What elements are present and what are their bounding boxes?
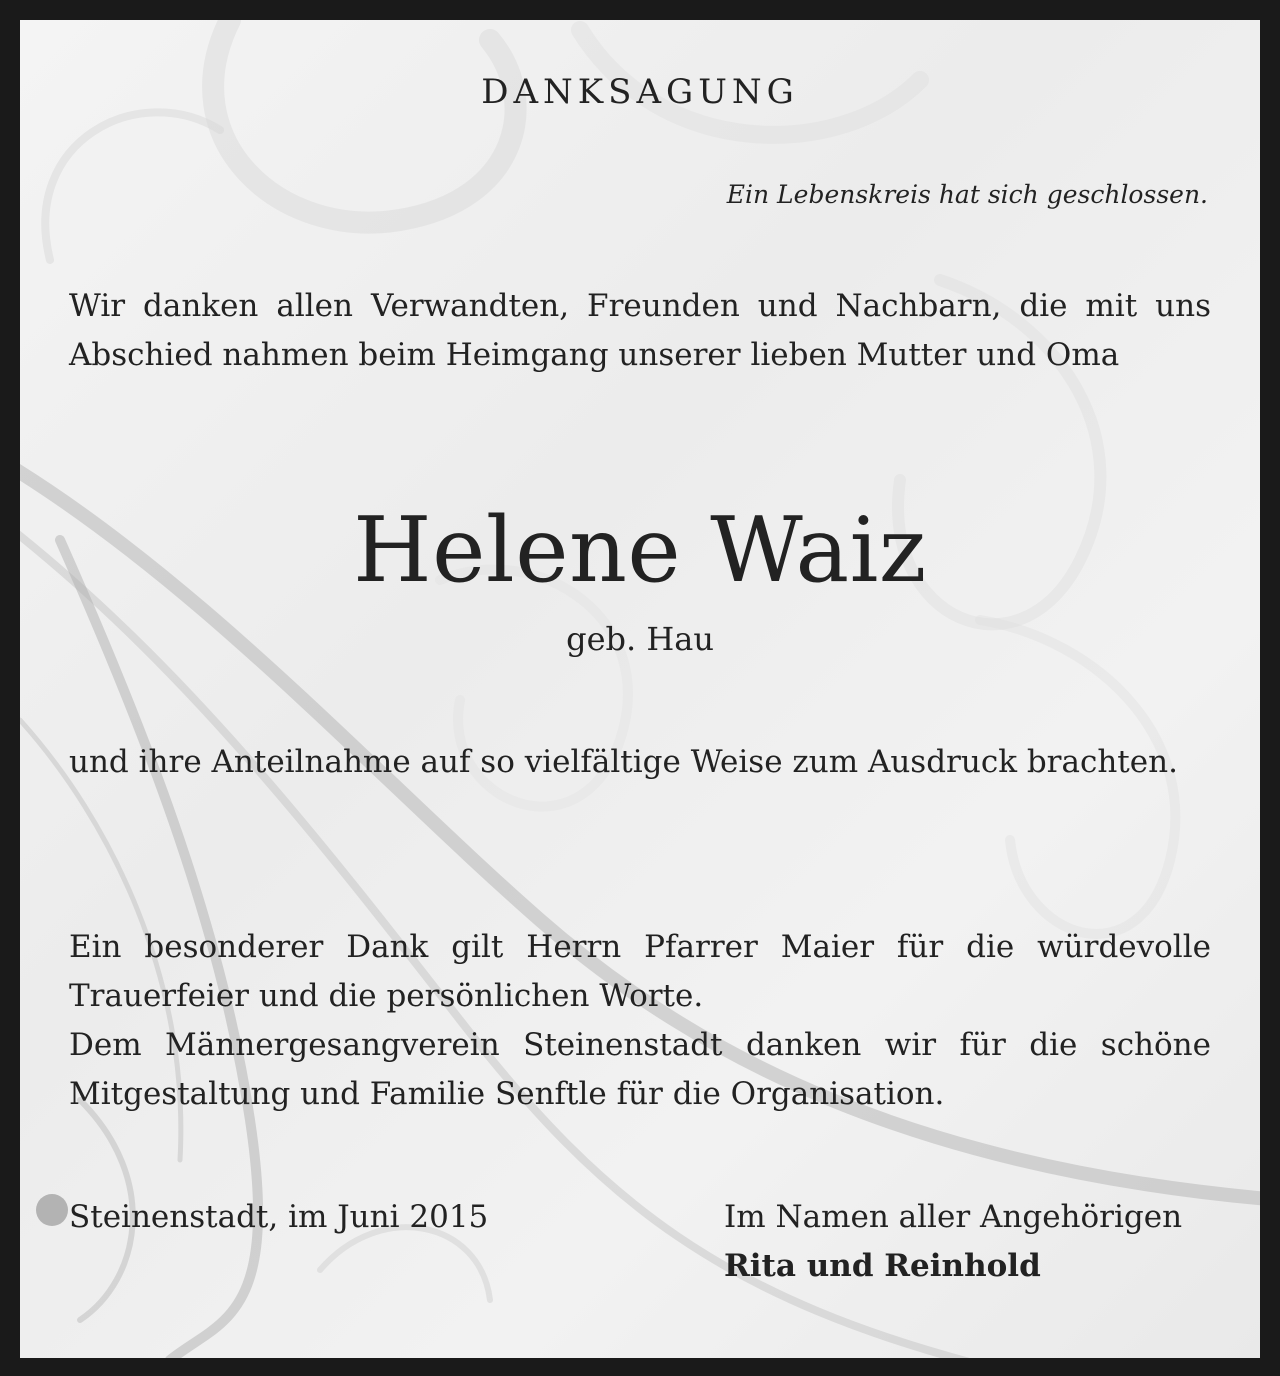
sympathy-paragraph: und ihre Anteilnahme auf so vielfältige Weise zum Ausdruck brachten.	[69, 744, 1178, 780]
place-date: Steinenstadt, im Juni 2015	[69, 1199, 489, 1235]
notice-card	[20, 20, 1260, 1358]
special-thanks-pastor: Ein besonderer Dank gilt Herrn Pfarrer Maier für die würdevolle Trauerfeier und die persönlichen Worte.	[69, 929, 1211, 1014]
deceased-name: Helene Waiz	[353, 498, 927, 603]
signoff	[724, 1193, 1182, 1291]
intro-paragraph: Wir danken allen Verwandten, Freunden und Nachbarn, die mit uns Abschied nahmen beim Heimgang unserer lieben Mutter und Oma	[69, 288, 1211, 373]
notice-heading: DANKSAGUNG	[481, 72, 799, 112]
swirl-ornament	[20, 20, 1260, 1358]
birth-name: geb. Hau	[566, 620, 714, 658]
notice-motto: Ein Lebenskreis hat sich geschlossen.	[726, 180, 1208, 209]
signoff-names: Rita und Reinhold	[724, 1248, 1041, 1284]
thanks-block	[69, 923, 1211, 1119]
signoff-line: Im Namen aller Angehörigen	[724, 1199, 1183, 1235]
special-thanks-choir: Dem Männergesangverein Steinenstadt danken wir für die schöne Mitgestaltung und Familie Senftle für die Organisation.	[69, 1027, 1211, 1112]
